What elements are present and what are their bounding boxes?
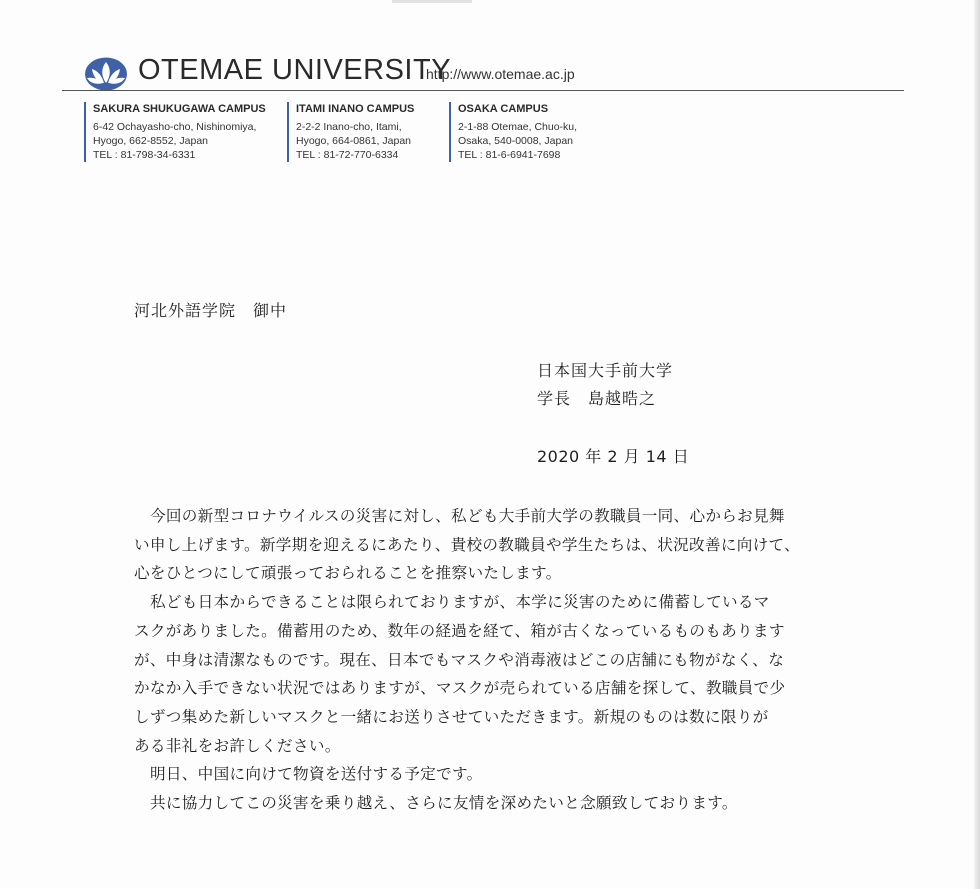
scan-artifact bbox=[392, 0, 472, 3]
letterhead-divider bbox=[62, 90, 904, 91]
campus-tel: TEL : 81-72-770-6334 bbox=[296, 149, 399, 161]
campus-name: SAKURA SHUKUGAWA CAMPUS bbox=[93, 103, 266, 115]
campus-address-line: Hyogo, 662-8552, Japan bbox=[93, 135, 209, 147]
letter-date: 2020 年 2 月 14 日 bbox=[537, 447, 690, 466]
body-line: 共に協力してこの災害を乗り越え、さらに友情を深めたいと念願致しております。 bbox=[150, 794, 738, 813]
recipient: 河北外語学院 御中 bbox=[134, 301, 288, 320]
campus-osaka bbox=[449, 102, 577, 162]
campus-tel: TEL : 81-798-34-6331 bbox=[93, 149, 196, 161]
otemae-lotus-logo-icon bbox=[84, 56, 128, 92]
body-line: かなか入手できない状況ではありますが、マスクが売られている店舗を探して、教職員で少 bbox=[134, 679, 786, 698]
campus-name: ITAMI INANO CAMPUS bbox=[296, 103, 415, 115]
sender-title: 学長 島越晧之 bbox=[537, 389, 657, 408]
campus-address-line: 2-1-88 Otemae, Chuo-ku, bbox=[458, 121, 578, 133]
university-name: OTEMAE UNIVERSITY bbox=[138, 54, 452, 86]
university-url[interactable]: http://www.otemae.ac.jp bbox=[426, 66, 575, 82]
campus-address-line: Osaka, 540-0008, Japan bbox=[458, 135, 573, 147]
campus-tel: TEL : 81-6-6941-7698 bbox=[458, 149, 561, 161]
campus-address-line: 2-2-2 Inano-cho, Itami, bbox=[296, 121, 402, 133]
body-line: しずつ集めた新しいマスクと一緒にお送りさせていただきます。新規のものは数に限りが bbox=[134, 707, 769, 726]
campus-address-line: 6-42 Ochayasho-cho, Nishinomiya, bbox=[93, 121, 257, 133]
body-line: い申し上げます。新学期を迎えるにあたり、貴校の教職員や学生たちは、状況改善に向けて、 bbox=[134, 535, 800, 554]
body-line: スクがありました。備蓄用のため、数年の経過を経て、箱が古くなっているものもあります bbox=[134, 621, 785, 640]
body-line: 心をひとつにして頑張っておられることを推察いたします。 bbox=[134, 564, 562, 583]
campus-itami-inano bbox=[287, 102, 414, 162]
campus-address-line: Hyogo, 664-0861, Japan bbox=[296, 135, 412, 147]
letter-body bbox=[134, 502, 854, 818]
body-line: 私ども日本からできることは限られておりますが、本学に災害のために備蓄しているマ bbox=[150, 593, 770, 612]
campus-name: OSAKA CAMPUS bbox=[458, 103, 549, 115]
campus-sakura-shukugawa bbox=[84, 102, 266, 162]
sender-organization: 日本国大手前大学 bbox=[537, 361, 674, 380]
body-line: ある非礼をお許しください。 bbox=[134, 736, 341, 755]
page-edge-shadow bbox=[974, 0, 980, 889]
body-line: 今回の新型コロナウイルスの災害に対し、私ども大手前大学の教職員一同、心からお見舞 bbox=[150, 507, 785, 525]
body-line: 明日、中国に向けて物資を送付する予定です。 bbox=[150, 765, 483, 784]
body-line: が、中身は清潔なものです。現在、日本でもマスクや消毒液はどこの店舗にも物がなく、な bbox=[134, 650, 785, 669]
